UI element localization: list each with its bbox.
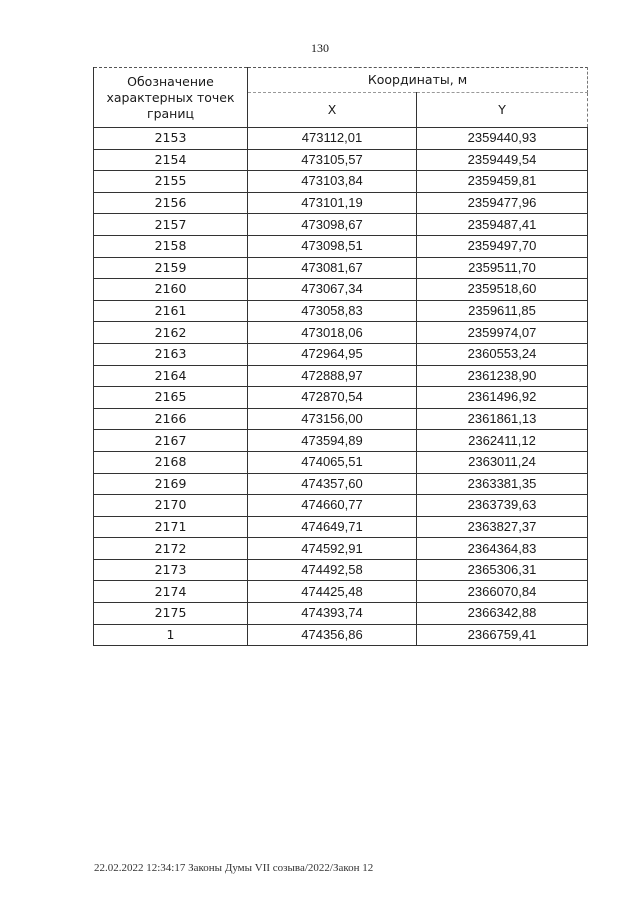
coordinates-table: [93, 67, 588, 646]
cell-x: 473101,19: [248, 192, 417, 214]
table-row: [94, 516, 588, 538]
cell-y: 2361496,92: [417, 387, 588, 409]
header-coordinates: Координаты, м: [248, 68, 588, 93]
cell-x: 473156,00: [248, 408, 417, 430]
cell-point-id: 2155: [94, 171, 248, 193]
table-row: [94, 581, 588, 603]
cell-point-id: 2171: [94, 516, 248, 538]
cell-y: 2363739,63: [417, 495, 588, 517]
cell-point-id: 2163: [94, 343, 248, 365]
cell-x: 474357,60: [248, 473, 417, 495]
table-row: [94, 171, 588, 193]
cell-y: 2363381,35: [417, 473, 588, 495]
cell-y: 2359518,60: [417, 279, 588, 301]
coordinates-table-container: [93, 67, 587, 646]
table-row: [94, 322, 588, 344]
document-footer: 22.02.2022 12:34:17 Законы Думы VII созыва/2022/Закон 12: [94, 862, 374, 874]
cell-x: 473081,67: [248, 257, 417, 279]
cell-point-id: 2175: [94, 603, 248, 625]
cell-y: 2359459,81: [417, 171, 588, 193]
cell-y: 2362411,12: [417, 430, 588, 452]
table-row: [94, 365, 588, 387]
page-number: 130: [311, 41, 329, 55]
cell-y: 2359449,54: [417, 149, 588, 171]
cell-y: 2359487,41: [417, 214, 588, 236]
cell-y: 2359611,85: [417, 300, 588, 322]
table-body: [94, 128, 588, 646]
cell-point-id: 2157: [94, 214, 248, 236]
table-row: [94, 451, 588, 473]
cell-point-id: 2162: [94, 322, 248, 344]
cell-x: 472870,54: [248, 387, 417, 409]
cell-y: 2365306,31: [417, 559, 588, 581]
cell-x: 474492,58: [248, 559, 417, 581]
header-point-designation: Обозначение характерных точек границ: [94, 68, 248, 128]
cell-y: 2363827,37: [417, 516, 588, 538]
table-row: [94, 408, 588, 430]
cell-point-id: 2153: [94, 128, 248, 150]
table-row: [94, 387, 588, 409]
cell-point-id: 2170: [94, 495, 248, 517]
cell-point-id: 2168: [94, 451, 248, 473]
cell-point-id: 2174: [94, 581, 248, 603]
cell-y: 2366759,41: [417, 624, 588, 646]
cell-point-id: 2166: [94, 408, 248, 430]
table-row: [94, 214, 588, 236]
cell-point-id: 2154: [94, 149, 248, 171]
cell-point-id: 2164: [94, 365, 248, 387]
cell-y: 2366342,88: [417, 603, 588, 625]
cell-y: 2359974,07: [417, 322, 588, 344]
table-row: [94, 430, 588, 452]
cell-point-id: 2165: [94, 387, 248, 409]
cell-x: 472888,97: [248, 365, 417, 387]
cell-point-id: 1: [94, 624, 248, 646]
cell-y: 2361861,13: [417, 408, 588, 430]
cell-y: 2359497,70: [417, 235, 588, 257]
header-y: Y: [417, 93, 588, 128]
table-row: [94, 128, 588, 150]
cell-x: 473112,01: [248, 128, 417, 150]
cell-y: 2361238,90: [417, 365, 588, 387]
table-row: [94, 192, 588, 214]
table-row: [94, 235, 588, 257]
cell-x: 473105,57: [248, 149, 417, 171]
table-header: [94, 68, 588, 128]
cell-x: 473098,51: [248, 235, 417, 257]
cell-x: 474649,71: [248, 516, 417, 538]
table-row: [94, 559, 588, 581]
cell-point-id: 2167: [94, 430, 248, 452]
cell-x: 474425,48: [248, 581, 417, 603]
cell-y: 2359477,96: [417, 192, 588, 214]
cell-x: 474356,86: [248, 624, 417, 646]
table-row: [94, 257, 588, 279]
cell-y: 2359511,70: [417, 257, 588, 279]
table-row: [94, 538, 588, 560]
header-x: X: [248, 93, 417, 128]
cell-point-id: 2160: [94, 279, 248, 301]
cell-y: 2366070,84: [417, 581, 588, 603]
cell-y: 2359440,93: [417, 128, 588, 150]
cell-point-id: 2173: [94, 559, 248, 581]
cell-x: 474660,77: [248, 495, 417, 517]
table-row: [94, 300, 588, 322]
cell-x: 474393,74: [248, 603, 417, 625]
cell-x: 473098,67: [248, 214, 417, 236]
cell-x: 474065,51: [248, 451, 417, 473]
cell-x: 473594,89: [248, 430, 417, 452]
cell-x: 473058,83: [248, 300, 417, 322]
cell-point-id: 2156: [94, 192, 248, 214]
cell-point-id: 2159: [94, 257, 248, 279]
cell-x: 473103,84: [248, 171, 417, 193]
table-row: [94, 473, 588, 495]
cell-point-id: 2172: [94, 538, 248, 560]
table-row: [94, 343, 588, 365]
table-row: [94, 624, 588, 646]
cell-point-id: 2169: [94, 473, 248, 495]
cell-x: 473067,34: [248, 279, 417, 301]
table-row: [94, 495, 588, 517]
cell-y: 2364364,83: [417, 538, 588, 560]
table-row: [94, 603, 588, 625]
table-row: [94, 279, 588, 301]
cell-point-id: 2161: [94, 300, 248, 322]
cell-y: 2360553,24: [417, 343, 588, 365]
cell-y: 2363011,24: [417, 451, 588, 473]
table-row: [94, 149, 588, 171]
cell-point-id: 2158: [94, 235, 248, 257]
cell-x: 474592,91: [248, 538, 417, 560]
cell-x: 473018,06: [248, 322, 417, 344]
cell-x: 472964,95: [248, 343, 417, 365]
